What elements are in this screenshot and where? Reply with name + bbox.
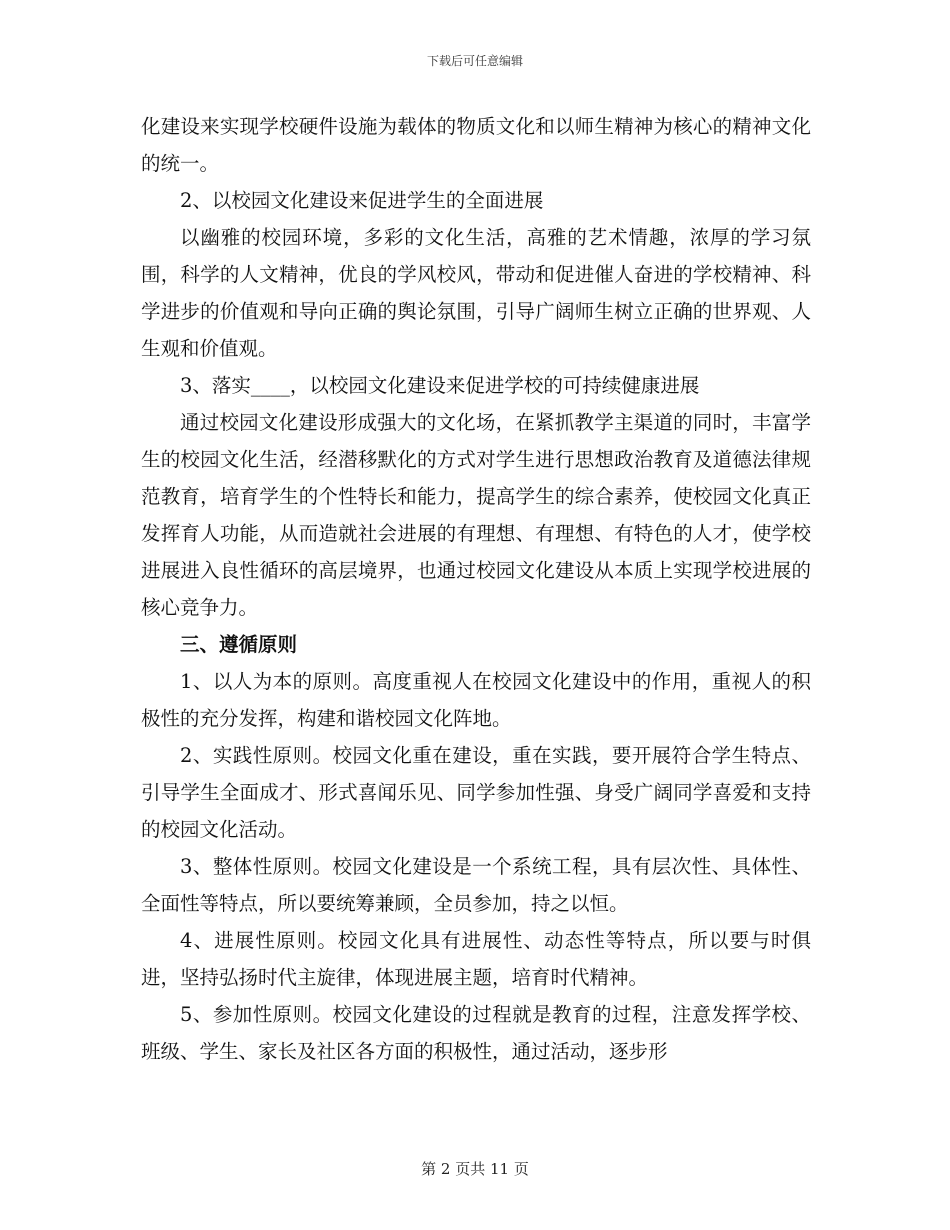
section-heading-principles: 三、遵循原则 <box>180 633 298 656</box>
subheading-4: 3、落实____，以校园文化建设来促进学校的可持续健康进展 <box>180 374 700 397</box>
page-header-note: 下载后可任意编辑 <box>426 54 523 68</box>
paragraph-1: 化建设来实现学校硬件设施为载体的物质文化和以师生精神为核心的精神文化的统一。 <box>141 115 811 175</box>
paragraph-3: 以幽雅的校园环境，多彩的文化生活，高雅的艺术情趣，浓厚的学习氛围，科学的人文精神，优良的学风校风，带动和促进催人奋进的学校精神、科学进步的价值观和导向正确的舆论氛围，引导广阔师生树立正确的世界观、人生观和价值观。 <box>141 226 811 360</box>
subheading-2: 2、以校园文化建设来促进学生的全面进展 <box>180 189 544 212</box>
principle-3: 3、整体性原则。校园文化建设是一个系统工程，具有层次性、具体性、全面性等特点，所以要统筹兼顾，全员参加，持之以恒。 <box>141 855 811 915</box>
paragraph-5: 通过校园文化建设形成强大的文化场，在紧抓教学主渠道的同时，丰富学生的校园文化生活，经潜移默化的方式对学生进行思想政治教育及道德法律规范教育，培育学生的个性特长和能力，提高学生的综合素养，使校园文化真正发挥育人功能，从而造就社会进展的有理想、有理想、有特色的人才，使学校进展进入良性循环的高层境界，也通过校园文化建设从本质上实现学校进展的核心竞争力。 <box>141 411 811 619</box>
page-footer-number: 第 2 页共 11 页 <box>421 1160 529 1178</box>
principle-2: 2、实践性原则。校园文化重在建设，重在实践，要开展符合学生特点、引导学生全面成才、形式喜闻乐见、同学参加性强、身受广阔同学喜爱和支持的校园文化活动。 <box>141 744 811 841</box>
document-body <box>141 108 811 1070</box>
principle-5: 5、参加性原则。校园文化建设的过程就是教育的过程，注意发挥学校、班级、学生、家长及社区各方面的积极性，通过活动，逐步形 <box>141 1003 811 1063</box>
principle-4: 4、进展性原则。校园文化具有进展性、动态性等特点，所以要与时俱进，坚持弘扬时代主旋律，体现进展主题，培育时代精神。 <box>141 929 811 989</box>
principle-1: 1、以人为本的原则。高度重视人在校园文化建设中的作用，重视人的积极性的充分发挥，构建和谐校园文化阵地。 <box>141 670 811 730</box>
